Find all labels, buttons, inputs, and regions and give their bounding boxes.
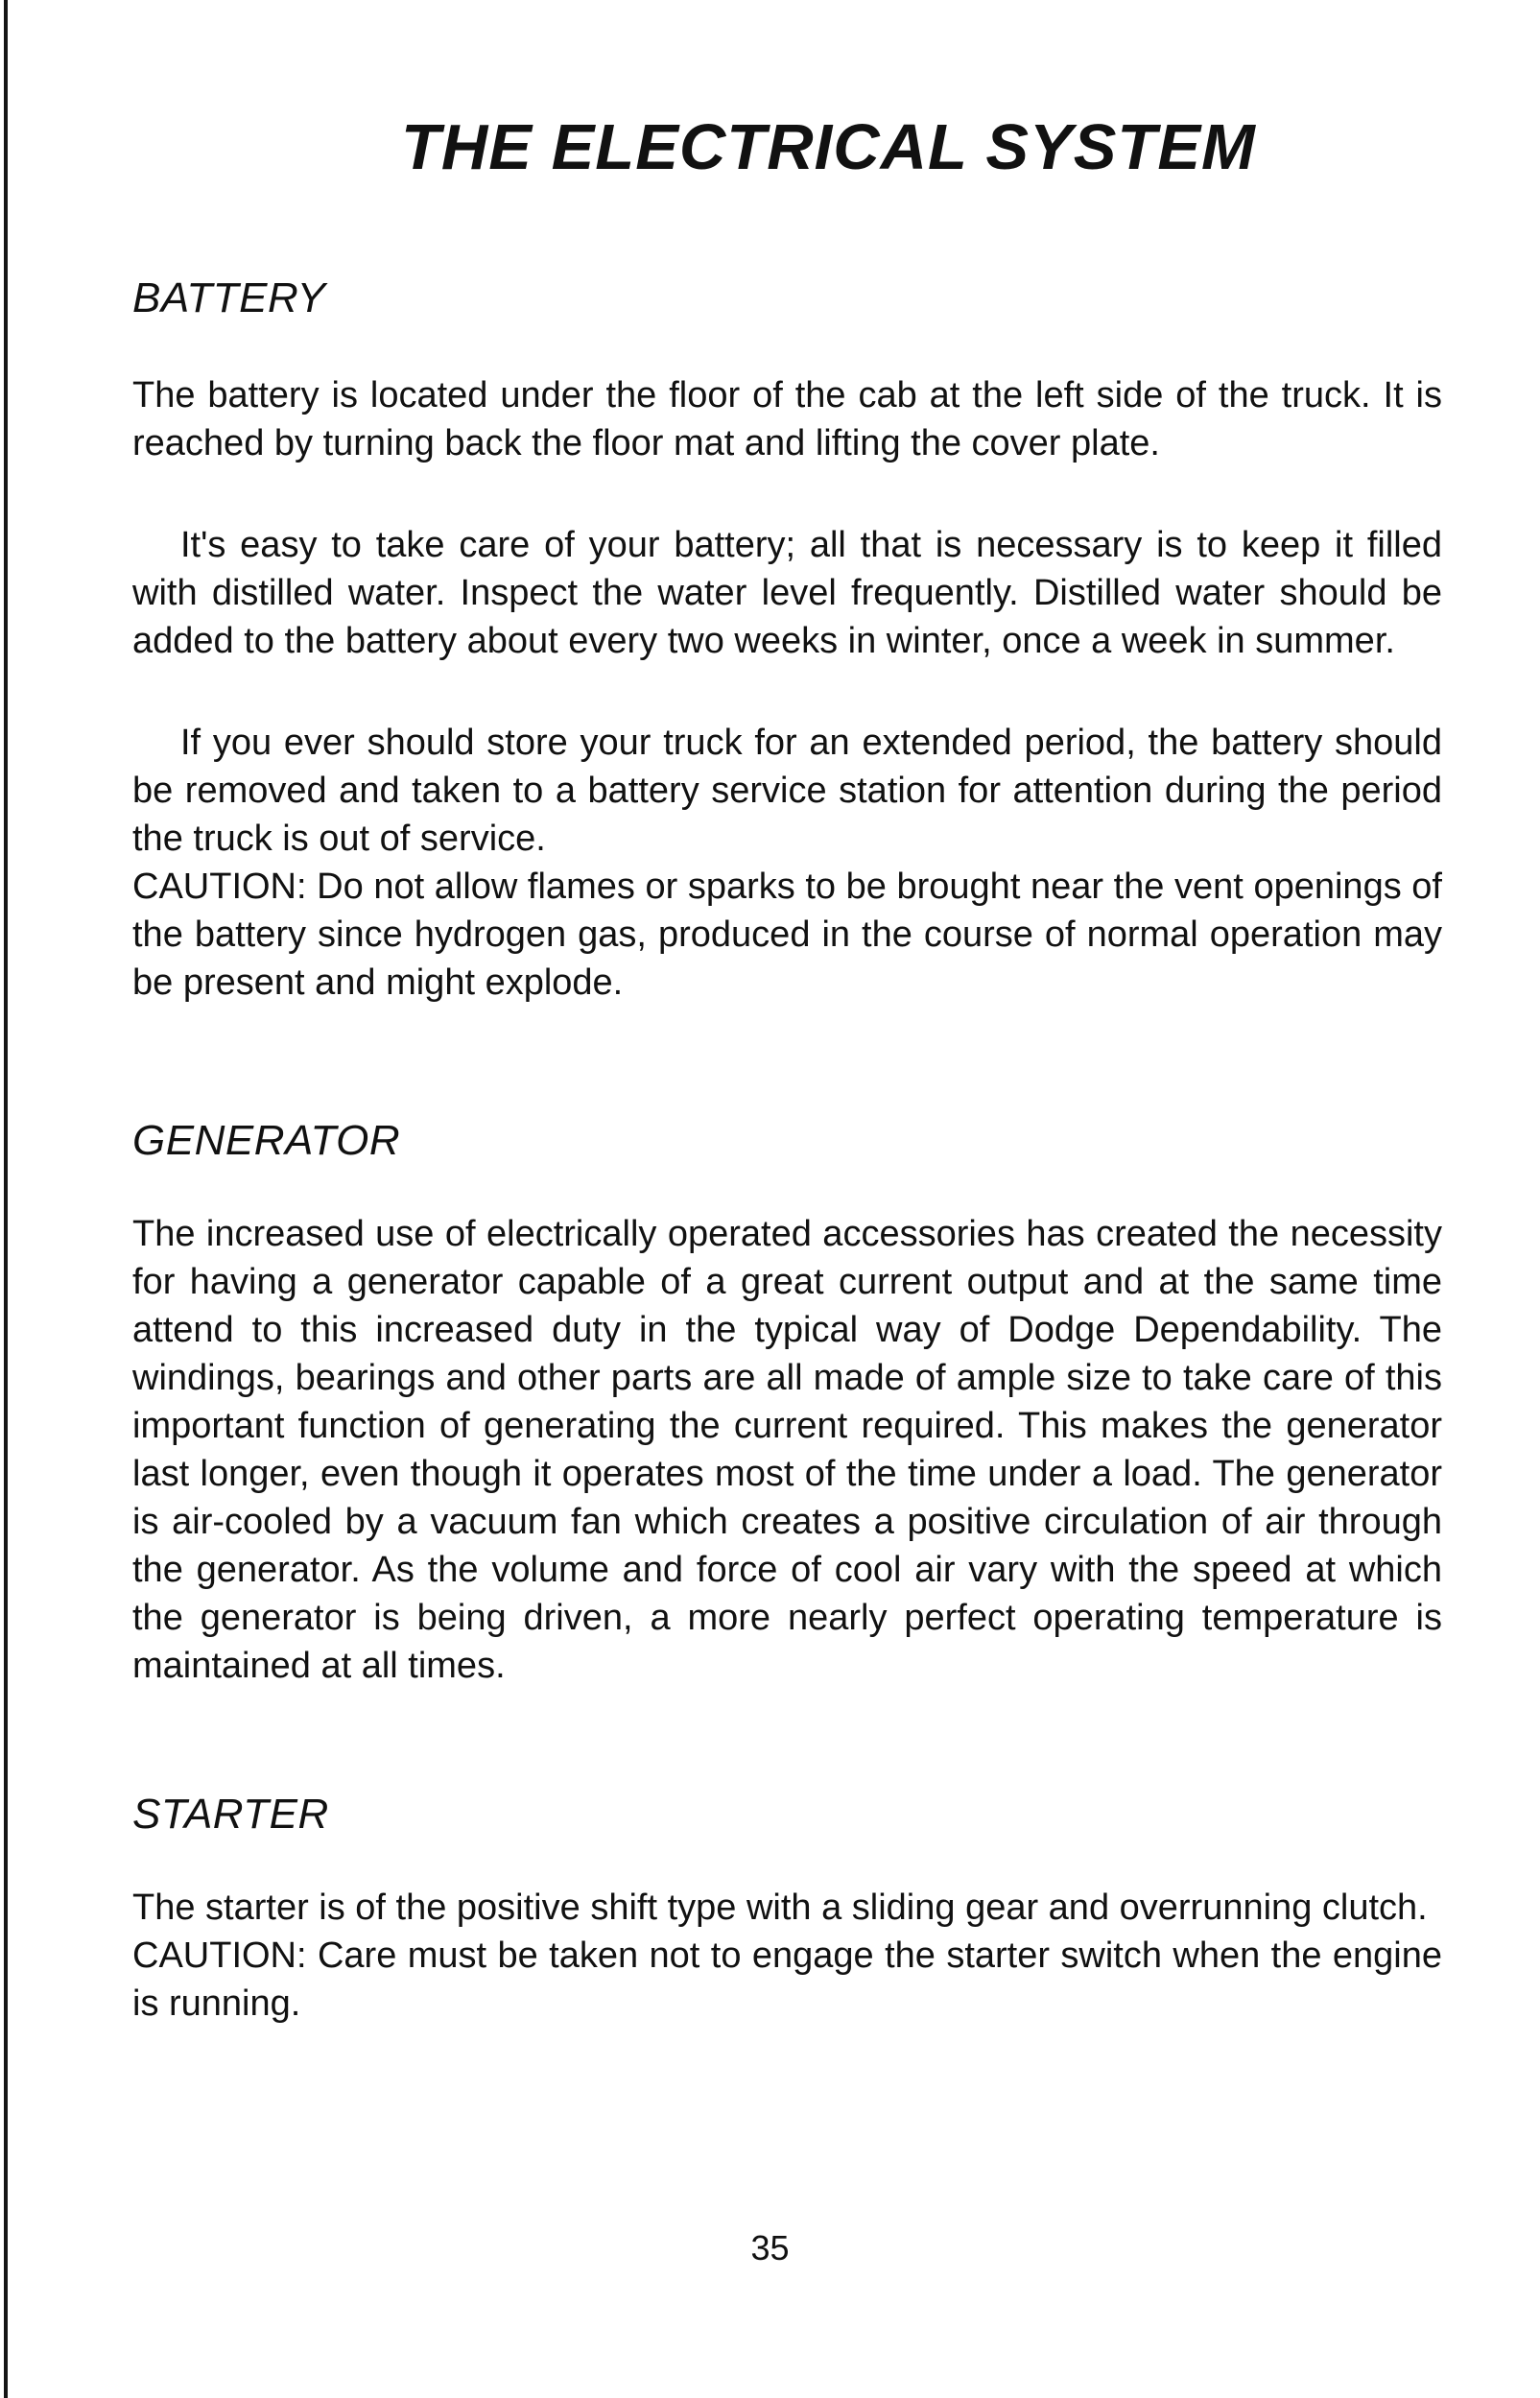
page-title: THE ELECTRICAL SYSTEM	[401, 111, 1256, 183]
section-heading-generator: GENERATOR	[132, 1117, 401, 1164]
battery-paragraph-location: The battery is located under the floor of the cab at the left side of the truck. It is reached by turning back the floor mat and lifting the cover plate.	[132, 375, 1442, 463]
section-heading-starter: STARTER	[132, 1791, 329, 1838]
page-number: 35	[750, 2228, 790, 2267]
battery-paragraph-storage: If you ever should store your truck for an extended period, the battery should be removed and taken to a battery service station for attention during the period the truck is out of service.	[132, 723, 1442, 859]
generator-paragraph: The increased use of electrically operated accessories has created the necessity for having a generator capable of a great current output and at the same time attend to this increased duty in the typical way of Dodge Dependability. The windings, bearings and other parts are all made of ample size to take care of this important function of generating the current required. This makes the generator last longer, even though it operates most of the time under a load. The generator is air-cooled by a vacuum fan which creates a positive circulation of air through the generator. As the volume and force of cool air vary with the speed at which the generator is being driven, a more nearly perfect operating temperature is maintained at all times.	[132, 1214, 1442, 1686]
section-heading-battery: BATTERY	[132, 274, 326, 321]
battery-paragraph-care: It's easy to take care of your battery; all that is necessary is to keep it filled with distilled water. Inspect the water level frequently. Distilled water should be added to the battery about every two weeks in winter, once a week in summer.	[132, 525, 1442, 661]
battery-caution: CAUTION: Do not allow flames or sparks to be brought near the vent openings of the battery since hydrogen gas, produced in the course of normal operation may be present and might explode.	[132, 867, 1442, 1003]
starter-paragraph: The starter is of the positive shift type with a sliding gear and overrunning clutch.	[132, 1888, 1428, 1928]
page-binding-edge	[4, 0, 8, 2398]
starter-caution: CAUTION: Care must be taken not to engage the starter switch when the engine is running.	[132, 1935, 1442, 2024]
manual-page	[132, 111, 1442, 2028]
